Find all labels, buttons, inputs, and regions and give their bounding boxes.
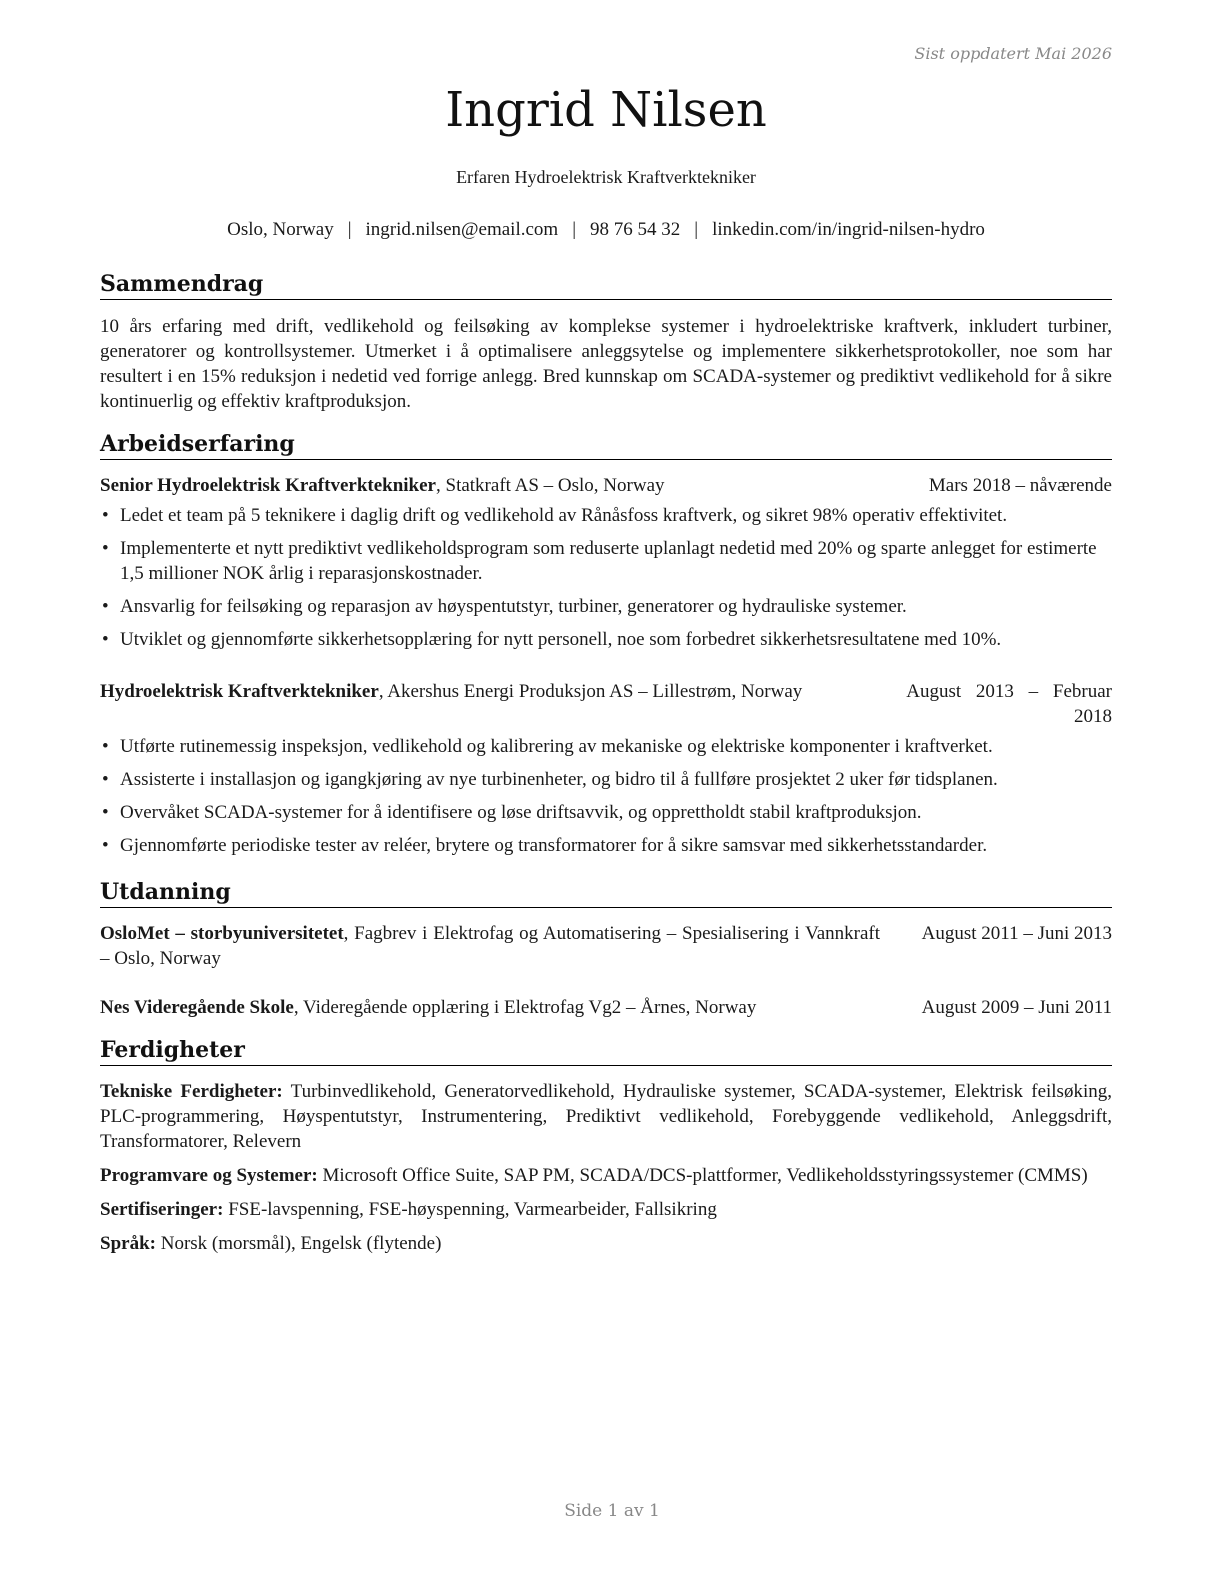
education-dates: August 2009 – Juni 2011 [921,997,1112,1018]
education-entry [100,995,1112,1020]
school-name: Nes Videregående Skole [100,997,294,1018]
skill-label: Programvare og Systemer: [100,1165,318,1186]
section-title-experience: Arbeidserfaring [100,430,1112,460]
job-title-line [100,679,802,704]
page-number: Side 1 av 1 [564,1501,660,1521]
experience-section [100,430,1112,858]
skills-section [100,1036,1112,1256]
job-header [100,473,1112,498]
job-bullet: • Ansvarlig for feilsøking og reparasjon av høyspentutstyr, turbiner, generatorer og hydrauliske systemer. [100,594,1112,619]
job-bullet: • Implementerte et nytt prediktivt vedlikeholdsprogram som reduserte uplanlagt nedetid med 20% og sparte anlegget for estimerte 1,5 millioner NOK årlig i reparasjonskostnader. [100,536,1112,586]
summary-text: 10 års erfaring med drift, vedlikehold og feilsøking av komplekse systemer i hydroelektriske kraftverk, inkludert turbiner, generatorer og kontrollsystemer. Utmerket i å optimalisere anleggsytelse og implementere sikkerhetsprotokoller, noe som har resultert i en 15% reduksjon i nedetid ved forrige anlegg. Bred kunnskap om SCADA-systemer og prediktivt vedlikehold for å sikre kontinuerlig og effektiv kraftproduksjon. [100,316,1112,412]
education-title-line [100,995,756,1020]
education-section [100,878,1112,1020]
skill-label: Språk: [100,1233,156,1254]
job-header [100,679,1112,729]
school-program: , Fagbrev i Elektrofag og Automatisering – Spesialisering i Vannkraft – Oslo, Norway [100,923,880,969]
job-employer: , Statkraft AS – Oslo, Norway [436,475,665,496]
contact-linkedin[interactable]: linkedin.com/in/ingrid-nilsen-hydro [712,219,985,240]
contact-line [100,219,1112,241]
contact-phone: 98 76 54 32 [590,219,681,240]
education-dates: August 2011 – Juni 2013 [921,923,1112,944]
job-entry [100,679,1112,858]
contact-email[interactable]: ingrid.nilsen@email.com [365,219,559,240]
job-bullets [100,734,1112,858]
job-title-line [100,473,665,498]
job-bullet: • Overvåket SCADA-systemer for å identifisere og løse driftsavvik, og opprettholdt stabil kraftproduksjon. [100,800,1112,825]
skill-group [100,1231,1112,1256]
job-bullet: • Ledet et team på 5 teknikere i daglig drift og vedlikehold av Rånåsfoss kraftverk, og sikret 98% operativ effektivitet. [100,503,1122,528]
section-title-education: Utdanning [100,878,1112,908]
resume-page [100,0,1112,1584]
skill-value: Turbinvedlikehold, Generatorvedlikehold, Hydrauliske systemer, SCADA-systemer, Elektrisk feilsøking, PLC-programmering, Høyspentutstyr, Instrumentering, Prediktivt vedlikehold, Forebyggende vedlikehold, Anleggsdrift, Transformatorer, Relevern [100,1081,1112,1152]
summary-section [100,270,1112,414]
candidate-tagline: Erfaren Hydroelektrisk Kraftverktekniker [456,167,756,187]
job-dates: Mars 2018 – nåværende [928,475,1112,496]
skill-group [100,1197,1112,1222]
contact-location: Oslo, Norway [227,219,334,240]
job-employer: , Akershus Energi Produksjon AS – Lillestrøm, Norway [378,681,803,702]
education-title-line [100,921,880,971]
skill-label: Sertifiseringer: [100,1199,224,1220]
school-name: OsloMet – storbyuniversitetet [100,923,344,944]
skill-label: Tekniske Ferdigheter: [100,1081,283,1102]
candidate-name: Ingrid Nilsen [445,82,767,138]
job-bullet: • Utførte rutinemessig inspeksjon, vedlikehold og kalibrering av mekaniske og elektriske komponenter i kraftverket. [100,734,1112,759]
skill-value: Microsoft Office Suite, SAP PM, SCADA/DCS-plattformer, Vedlikeholdsstyringssystemer (CMMS) [317,1165,1088,1186]
job-bullets [100,503,1112,652]
job-entry [100,473,1112,652]
section-title-skills: Ferdigheter [100,1036,1112,1066]
last-updated: Sist oppdatert Mai 2026 [914,44,1112,63]
job-bullet: • Assisterte i installasjon og igangkjøring av nye turbinenheter, og bidro til å fullføre prosjektet 2 uker før tidsplanen. [100,767,1112,792]
job-bullet: • Gjennomførte periodiske tester av reléer, brytere og transformatorer for å sikre samsvar med sikkerhetsstandarder. [100,833,1112,858]
contact-separator: | [572,219,577,240]
skill-group [100,1163,1112,1188]
skill-group [100,1079,1112,1154]
education-entry [100,921,1112,971]
job-role: Senior Hydroelektrisk Kraftverktekniker [100,475,436,496]
skill-value: Norsk (morsmål), Engelsk (flytende) [155,1233,442,1254]
contact-separator: | [694,219,699,240]
contact-separator: | [347,219,352,240]
school-program: , Videregående opplæring i Elektrofag Vg2 – Årnes, Norway [293,997,757,1018]
job-role: Hydroelektrisk Kraftverktekniker [100,681,379,702]
job-dates: August 2013 – Februar 2018 [906,681,1112,727]
section-title-summary: Sammendrag [100,270,1112,300]
job-bullet: • Utviklet og gjennomførte sikkerhetsopplæring for nytt personell, noe som forbedret sikkerhetsresultatene med 10%. [100,627,1122,652]
skill-value: FSE-lavspenning, FSE-høyspenning, Varmearbeider, Fallsikring [223,1199,717,1220]
